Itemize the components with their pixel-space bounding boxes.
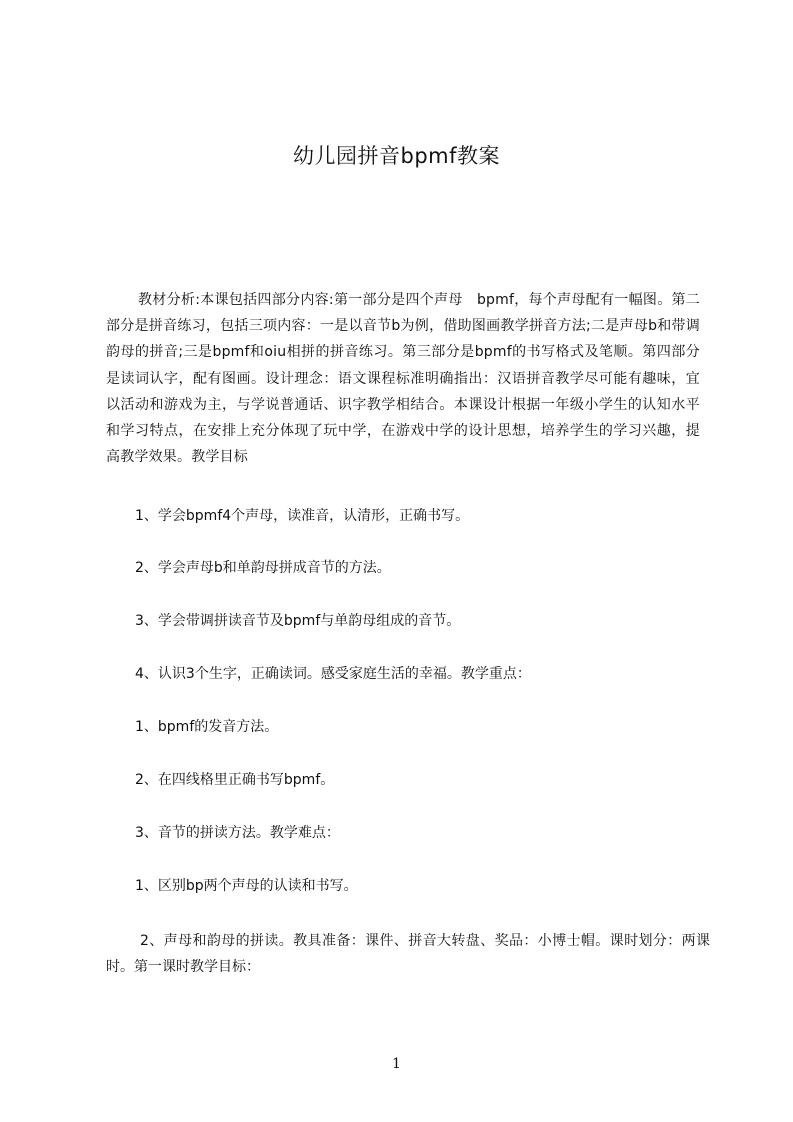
page-number: 1 [392,1056,401,1072]
objective-item-2: 2、学会声母b和单韵母拼成音节的方法。 [135,560,391,576]
key-point-item-3: 3、音节的拼读方法。教学难点： [135,825,340,841]
key-point-item-2: 2、在四线格里正确书写bpmf。 [135,772,335,788]
objective-item-4: 4、认识3个生字，正确读词。感受家庭生活的幸福。教学重点： [135,666,531,682]
intro-paragraph: 教材分析:本课包括四部分内容:第一部分是四个声母 bpmf，每个声母配有一幅图。第二部分是拼音练习，包括三项内容：一是以音节b为例，借助图画教学拼音方法;二是声母b和带调韵母的拼音;三是bpmf和oiu相拼的拼音练习。第三部分是bpmf的书写格式及笔顺。第四部分是读词认字，配有图画。设计理念：语文课程标准明确指出：汉语拼音教学尽可能有趣味，宜以活动和游戏为主，与学说普通话、识字教学相结合。本课设计根据一年级小学生的认知水平和学习特点，在安排上充分体现了玩中学，在游戏中学的设计思想，培养学生的学习兴趣，提高教学效果。教学目标 [106,292,700,466]
objective-item-1: 1、学会bpmf4个声母，读准音，认清形，正确书写。 [135,508,470,524]
difficulty-item-2-paragraph: 2、声母和韵母的拼读。教具准备：课件、拼音大转盘、奖品：小博士帽。课时划分：两课时。第一课时教学目标： [106,933,710,975]
key-point-item-1: 1、bpmf的发音方法。 [135,719,279,735]
objective-item-3: 3、学会带调拼读音节及bpmf与单韵母组成的音节。 [135,613,461,629]
difficulty-item-1: 1、区别bp两个声母的认读和书写。 [135,878,358,894]
document-title: 幼儿园拼音bpmf教案 [292,144,500,168]
